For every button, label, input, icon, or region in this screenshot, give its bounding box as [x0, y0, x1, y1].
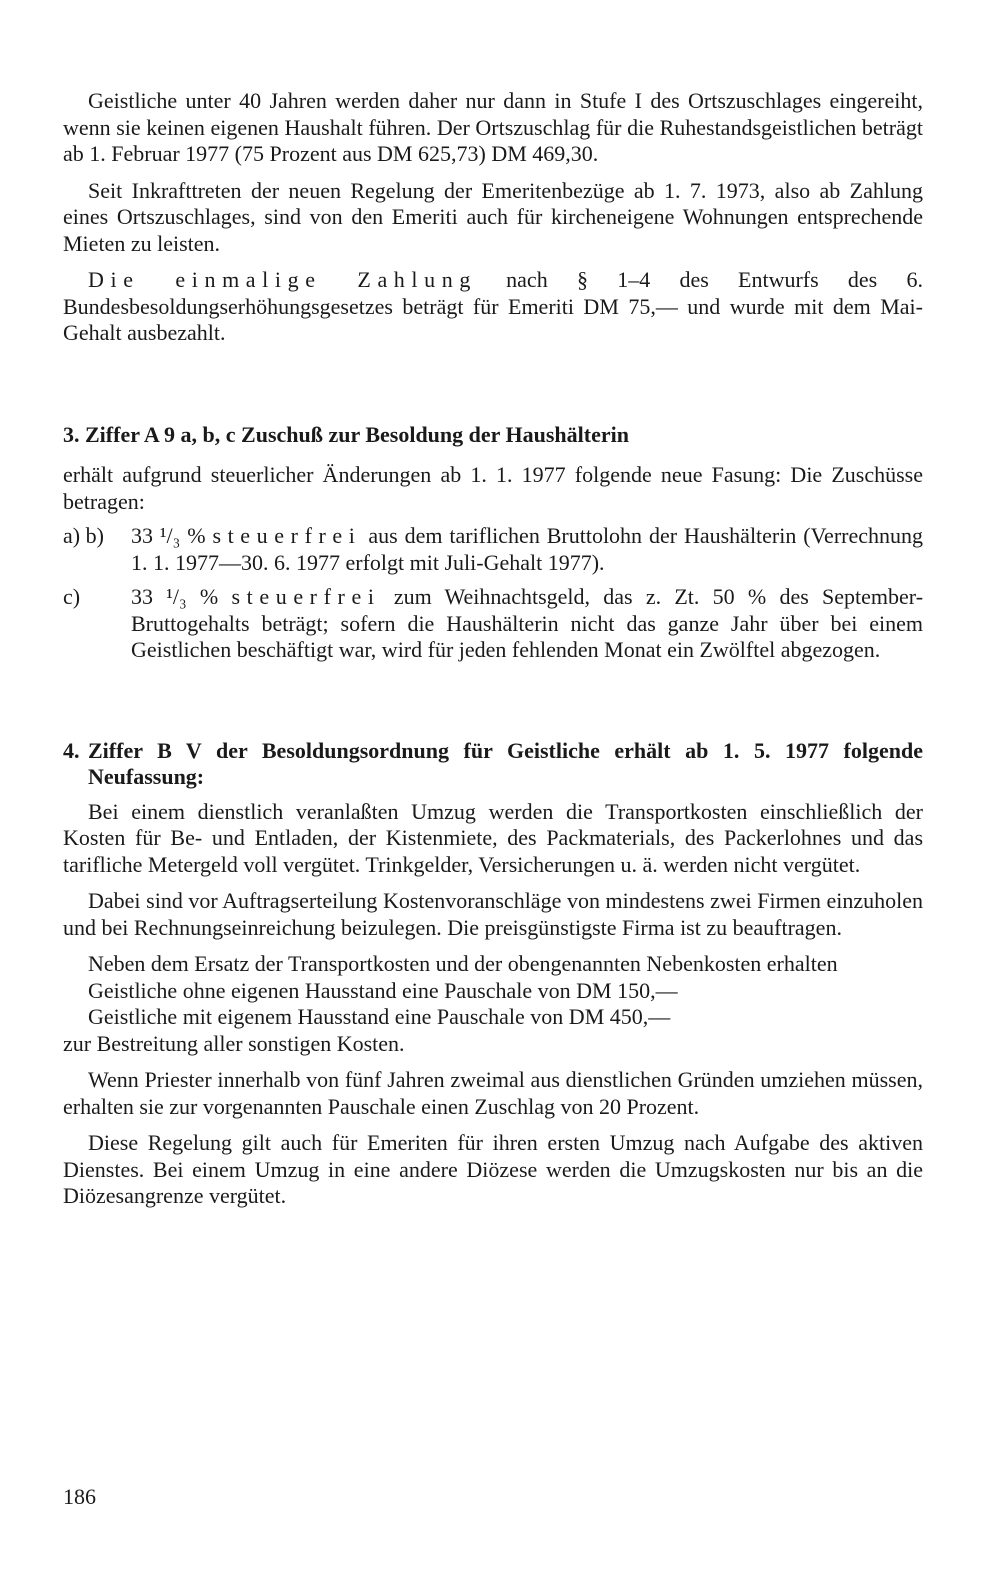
list-item	[63, 523, 923, 576]
section-title: Ziffer B V der Besoldungsordnung für Geistliche erhält ab 1. 5. 1977 folgende Neufassung:	[88, 737, 923, 789]
item-text: zum Weihnachtsgeld, das z. Zt. 50 % des September-Bruttogehalts beträgt; sofern die Haushälterin nicht das ganze Jahr über bei einem Geistlichen beschäftigt war, wird für jeden fehlenden Monat ein Zwölftel abgezogen.	[131, 584, 924, 662]
paragraph-text: zur Bestreitung aller sonstigen Kosten.	[63, 1030, 405, 1056]
paragraph-zuschlag: Wenn Priester innerhalb von fünf Jahren zweimal aus dienstlichen Gründen umziehen müssen, erhalten sie zur vorgenannten Pauschale einen Zuschlag von 20 Prozent.	[63, 1067, 923, 1119]
pauschale-line: Geistliche ohne eigenen Hausstand eine Pauschale von DM 150,—	[88, 977, 678, 1003]
paragraph-ortszuschlag: Geistliche unter 40 Jahren werden daher nur dann in Stufe I des Ortszuschlages eingereiht, wenn sie keinen eigenen Haushalt führen. Der Ortszuschlag für die Ruhestandsgeistlichen beträgt ab 1. Februar 1977 (75 Prozent aus DM 625,73) DM 469,30.	[63, 88, 923, 166]
item-body	[131, 523, 923, 576]
percentage: 33 ¹/₃ %	[131, 523, 206, 548]
section-3-intro: erhält aufgrund steuerlicher Änderungen ab 1. 1. 1977 folgende neue Fasung: Die Zuschüsse betragen:	[63, 462, 923, 514]
section-3-heading: 3. Ziffer A 9 a, b, c Zuschuß zur Besoldung der Haushälterin	[63, 421, 629, 447]
item-body	[131, 584, 923, 664]
paragraph-emeritenbezuege: Seit Inkrafttreten der neuen Regelung der Emeritenbezüge ab 1. 7. 1973, also ab Zahlung eines Ortszuschlages, sind von den Emeriti auch für kircheneigene Wohnungen entsprechende Mieten zu leisten.	[63, 177, 923, 256]
percentage: 33 ¹/₃ %	[131, 584, 219, 609]
page-body	[63, 88, 923, 1210]
paragraph-pauschale	[63, 951, 923, 1057]
paragraph-emeriten-umzug: Diese Regelung gilt auch für Emeriten für ihren ersten Umzug nach Aufgabe des aktiven Dienstes. Bei einem Umzug in eine andere Diözese werden die Umzugskosten nur bis an die Diözesangrenze vergütet.	[63, 1130, 923, 1208]
pauschale-line: Geistliche mit eigenem Hausstand eine Pauschale von DM 450,—	[88, 1004, 671, 1029]
section-number: 4.	[63, 737, 80, 763]
paragraph-kostenvoranschlaege: Dabei sind vor Auftragserteilung Kostenvoranschläge von mindestens zwei Firmen einzuholen und bei Rechnungseinreichung beizulegen. Die preisgünstigste Firma ist zu beauftragen.	[63, 888, 923, 940]
section-4-heading	[63, 738, 923, 791]
paragraph-transportkosten: Bei einem dienstlich veranlaßten Umzug werden die Transportkosten einschließlich der Kosten für Be- und Entladen, der Kistenmiete, des Packmaterials, des Packerlohnes und das tarifliche Metergeld voll vergütet. Trinkgelder, Versicherungen u. ä. werden nicht vergütet.	[63, 798, 923, 877]
page-number: 186	[63, 1484, 96, 1509]
paragraph-einmalige-zahlung	[63, 267, 923, 347]
item-text: aus dem tariflichen Bruttolohn der Haushälterin (Verrechnung 1. 1. 1977—30. 6. 1977 erfolgt mit Juli-Gehalt 1977).	[131, 523, 923, 575]
spaced-emphasis: steuerfrei	[231, 584, 381, 609]
spaced-emphasis: steuerfrei	[212, 523, 362, 548]
item-label: c)	[63, 584, 81, 609]
spaced-emphasis: Die einmalige Zahlung	[88, 267, 477, 292]
item-label: a) b)	[63, 523, 104, 548]
list-item	[63, 584, 923, 664]
paragraph-text: nach § 1–4 des Entwurfs des 6. Bundesbesoldungserhöhungsgesetzes beträgt für Emeriti DM 75,— und wurde mit dem Mai-Gehalt ausbezahlt.	[63, 267, 923, 345]
paragraph-text: Neben dem Ersatz der Transportkosten und der obengenannten Nebenkosten erhalten	[88, 951, 838, 976]
